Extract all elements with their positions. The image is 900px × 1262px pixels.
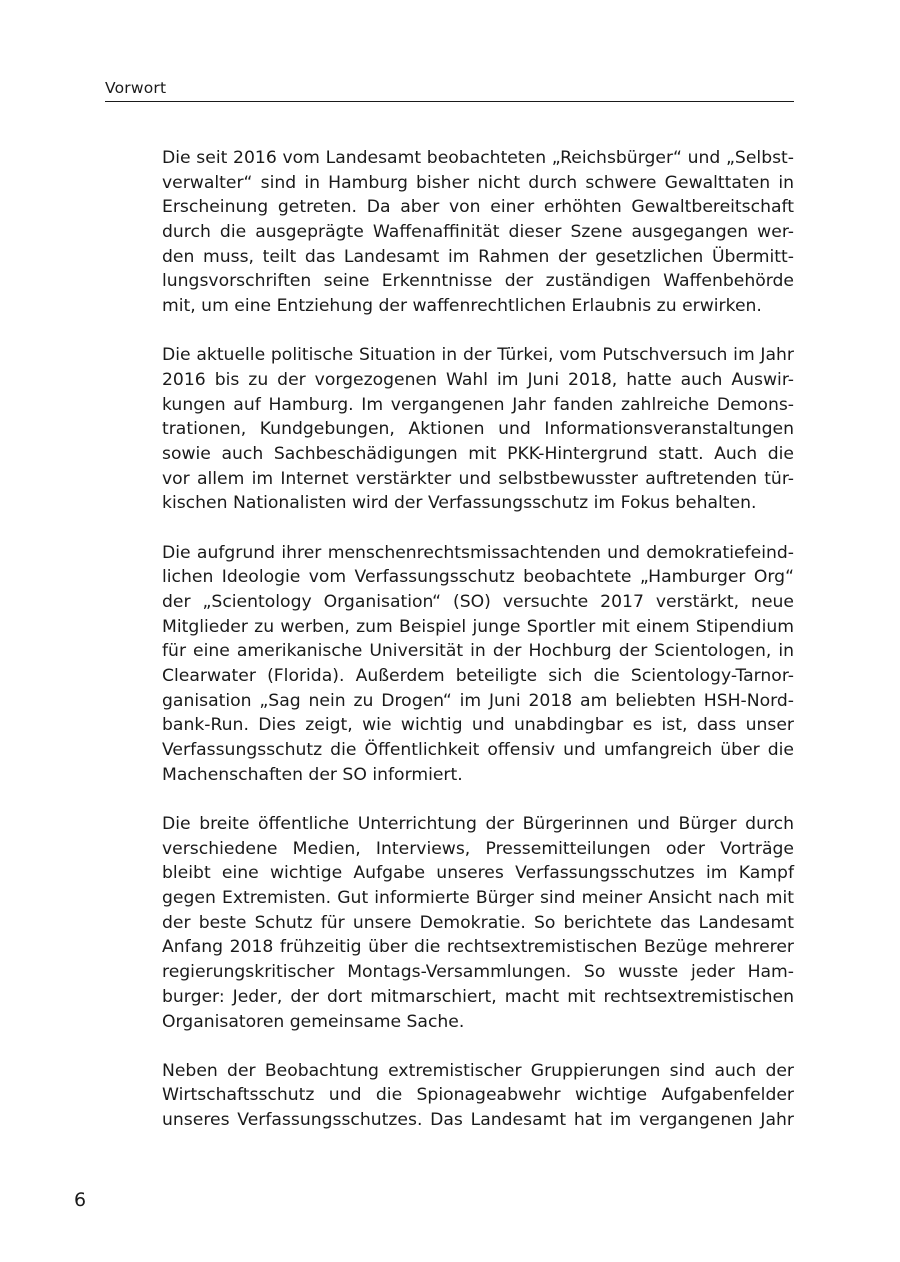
text-line: bleibt eine wichtige Aufgabe unseres Verfassungsschutzes im Kampf xyxy=(162,863,794,884)
text-line: Erscheinung getreten. Da aber von einer erhöhten Gewaltbereitschaft xyxy=(162,197,794,218)
paragraph xyxy=(162,146,794,319)
paragraph xyxy=(162,343,794,516)
text-line: den muss, teilt das Landesamt im Rahmen der gesetzlichen Übermitt- xyxy=(162,246,794,267)
text-line: Die aktuelle politische Situation in der Türkei, vom Putschversuch im Jahr xyxy=(162,345,794,366)
text-line: vor allem im Internet verstärkter und selbstbewusster auftretenden tür- xyxy=(162,468,794,489)
text-line: Wirtschaftsschutz und die Spionageabwehr wichtige Aufgabenfelder xyxy=(162,1085,794,1106)
text-line: Mitglieder zu werben, zum Beispiel junge Sportler mit einem Stipendium xyxy=(162,616,794,637)
running-header xyxy=(105,77,794,102)
text-line: sowie auch Sachbeschädigungen mit PKK-Hintergrund statt. Auch die xyxy=(162,444,794,465)
text-line: Clearwater (Florida). Außerdem beteiligte sich die Scientology-Tarnor- xyxy=(162,666,794,687)
text-line: kischen Nationalisten wird der Verfassungsschutz im Fokus behalten. xyxy=(162,493,757,514)
text-line: Anfang 2018 frühzeitig über die rechtsextremistischen Bezüge mehrerer xyxy=(162,937,794,958)
text-line: lungsvorschriften seine Erkenntnisse der zuständigen Waffenbehörde xyxy=(162,271,794,292)
text-line: der „Scientology Organisation“ (SO) versuchte 2017 verstärkt, neue xyxy=(162,592,794,612)
text-line: für eine amerikanische Universität in der Hochburg der Scientologen, in xyxy=(162,641,794,662)
paragraph xyxy=(162,812,794,1034)
page-number: 6 xyxy=(74,1189,87,1211)
text-line: Die aufgrund ihrer menschenrechtsmissachtenden und demokratiefeind- xyxy=(162,542,794,563)
text-line: mit, um eine Entziehung der waffenrechtlichen Erlaubnis zu erwirken. xyxy=(162,296,762,317)
text-line: bank-Run. Dies zeigt, wie wichtig und unabdingbar es ist, dass unser xyxy=(162,715,794,736)
text-line: kungen auf Hamburg. Im vergangenen Jahr fanden zahlreiche Demons- xyxy=(162,394,794,415)
text-line: Machenschaften der SO informiert. xyxy=(162,764,463,785)
text-line: durch die ausgeprägte Waffenaffinität dieser Szene ausgegangen wer- xyxy=(162,222,794,243)
text-line: unseres Verfassungsschutzes. Das Landesamt hat im vergangenen Jahr xyxy=(162,1110,794,1131)
text-line: verschiedene Medien, Interviews, Pressemitteilungen oder Vorträge xyxy=(162,838,794,859)
paragraph xyxy=(162,541,794,788)
text-line: der beste Schutz für unsere Demokratie. So berichtete das Landesamt xyxy=(162,912,794,933)
text-line: Organisatoren gemeinsame Sache. xyxy=(162,1011,465,1032)
body-text xyxy=(162,146,794,1157)
text-line: Neben der Beobachtung extremistischer Gruppierungen sind auch der xyxy=(162,1060,794,1081)
text-line: lichen Ideologie vom Verfassungsschutz beobachtete „Hamburger Org“ xyxy=(162,567,794,588)
text-line: trationen, Kundgebungen, Aktionen und Informationsveranstaltungen xyxy=(162,419,794,440)
text-line: verwalter“ sind in Hamburg bisher nicht durch schwere Gewalttaten in xyxy=(162,172,794,193)
text-line: Die breite öffentliche Unterrichtung der Bürgerinnen und Bürger durch xyxy=(162,814,794,834)
text-line: gegen Extremisten. Gut informierte Bürger sind meiner Ansicht nach mit xyxy=(162,888,794,909)
text-line: burger: Jeder, der dort mitmarschiert, macht mit rechtsextremistischen xyxy=(162,986,794,1007)
section-title: Vorwort xyxy=(105,79,167,97)
text-line: Die seit 2016 vom Landesamt beobachteten „Reichsbürger“ und „Selbst- xyxy=(162,148,794,168)
text-line: Verfassungsschutz die Öffentlichkeit offensiv und umfangreich über die xyxy=(162,740,794,761)
text-line: 2016 bis zu der vorgezogenen Wahl im Juni 2018, hatte auch Auswir- xyxy=(162,370,794,390)
text-line: regierungskritischer Montags-Versammlungen. So wusste jeder Ham- xyxy=(162,962,794,983)
text-line: ganisation „Sag nein zu Drogen“ im Juni 2018 am beliebten HSH-Nord- xyxy=(162,690,794,711)
paragraph xyxy=(162,1059,794,1133)
